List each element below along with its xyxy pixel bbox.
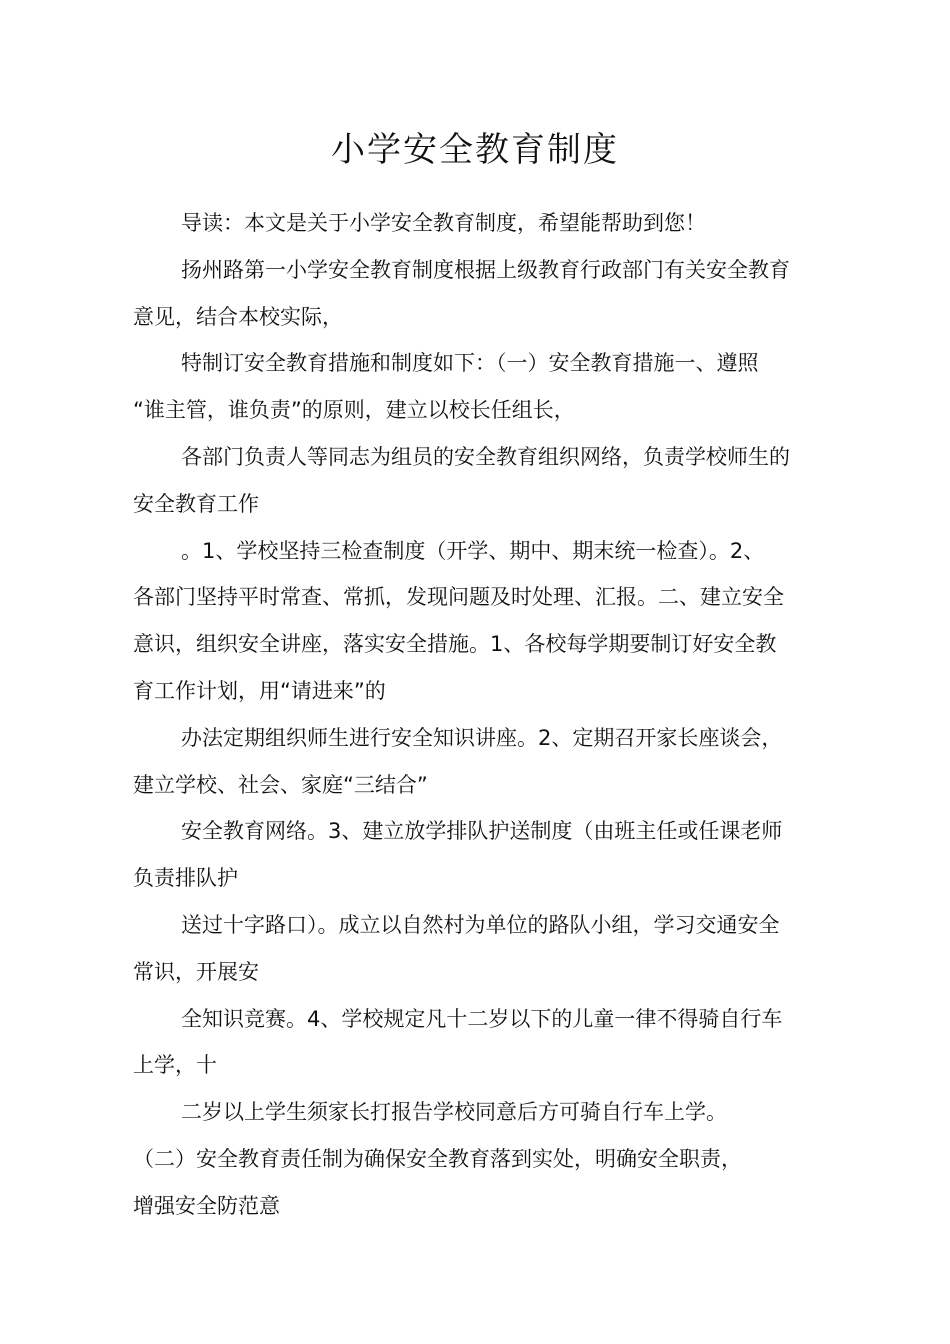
body-line: 扬州路第一小学安全教育制度根据上级教育行政部门有关安全教育 [181, 257, 790, 282]
body-line: 上学，十 [133, 1053, 217, 1078]
body-line: 二岁以上学生须家长打报告学校同意后方可骑自行车上学。 [181, 1100, 727, 1125]
body-line: 送过十字路口）。成立以自然村为单位的路队小组，学习交通安全 [181, 912, 780, 937]
body-line: 全知识竞赛。4、学校规定凡十二岁以下的儿童一律不得骑自行车 [181, 1006, 783, 1031]
body-line: 各部门坚持平时常查、常抓，发现问题及时处理、汇报。二、建立安全 [133, 585, 784, 610]
body-line: 意见，结合本校实际， [133, 304, 343, 329]
body-line: 建立学校、社会、家庭“三结合” [133, 772, 428, 797]
body-line: 各部门负责人等同志为组员的安全教育组织网络，负责学校师生的 [181, 444, 790, 469]
body-line: （二）安全教育责任制为确保安全教育落到实处，明确安全职责， [133, 1146, 742, 1171]
body-line: 办法定期组织师生进行安全知识讲座。2、定期召开家长座谈会， [181, 725, 783, 750]
body-line: 导读：本文是关于小学安全教育制度，希望能帮助到您！ [181, 211, 706, 235]
body-line: 特制订安全教育措施和制度如下：（一）安全教育措施一、遵照 [181, 351, 759, 376]
body-line: 安全教育工作 [133, 491, 259, 516]
body-line: 意识，组织安全讲座，落实安全措施。1、各校每学期要制订好安全教 [133, 632, 777, 657]
body-line: 常识，开展安 [133, 959, 259, 984]
page-title: 小学安全教育制度 [331, 130, 619, 170]
body-line: 增强安全防范意 [133, 1193, 280, 1218]
body-line: “谁主管，谁负责”的原则，建立以校长任组长， [133, 398, 575, 423]
body-line: 安全教育网络。3、建立放学排队护送制度（由班主任或任课老师 [181, 819, 783, 844]
body-line: 。1、学校坚持三检查制度（开学、期中、期末统一检查）。2、 [181, 538, 765, 563]
document-body [133, 200, 833, 1230]
body-line: 育工作计划，用“请进来”的 [133, 678, 386, 703]
body-line: 负责排队护 [133, 866, 238, 891]
